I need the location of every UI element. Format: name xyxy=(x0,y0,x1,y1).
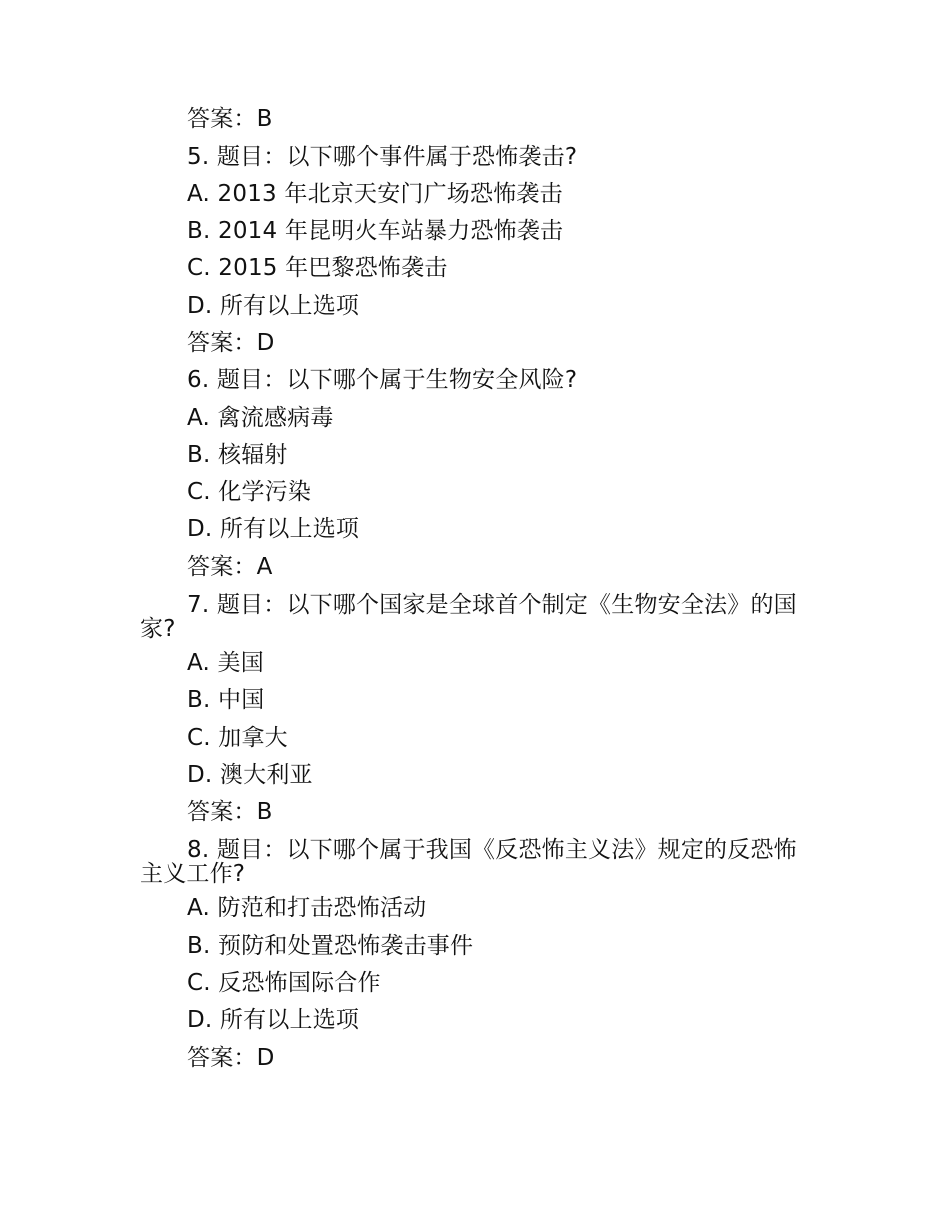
option-line: B. 预防和处置恐怖袭击事件 xyxy=(187,933,474,959)
option-line: D. 所有以上选项 xyxy=(187,293,360,319)
option-line: A. 2013 年北京天安门广场恐怖袭击 xyxy=(187,181,563,207)
question-title: 7. 题目：以下哪个国家是全球首个制定《生物安全法》的国家? xyxy=(140,592,797,642)
option-line: D. 澳大利亚 xyxy=(187,762,313,788)
option-line: A. 防范和打击恐怖活动 xyxy=(187,895,427,921)
answer-line: 答案：D xyxy=(187,330,275,356)
option-line: B. 中国 xyxy=(187,687,265,713)
option-line: A. 禽流感病毒 xyxy=(187,405,334,431)
option-line: C. 加拿大 xyxy=(187,725,288,751)
option-line: C. 2015 年巴黎恐怖袭击 xyxy=(187,255,448,281)
answer-line: 答案：D xyxy=(187,1045,275,1071)
answer-line: 答案：A xyxy=(187,554,273,580)
option-line: D. 所有以上选项 xyxy=(187,1007,360,1033)
answer-line: 答案：B xyxy=(187,799,273,825)
option-line: C. 化学污染 xyxy=(187,479,312,505)
answer-line: 答案：B xyxy=(187,106,273,132)
option-line: D. 所有以上选项 xyxy=(187,516,360,542)
option-line: C. 反恐怖国际合作 xyxy=(187,970,381,996)
option-line: B. 2014 年昆明火车站暴力恐怖袭击 xyxy=(187,218,564,244)
question-title: 5. 题目：以下哪个事件属于恐怖袭击? xyxy=(187,144,578,170)
question-title: 6. 题目：以下哪个属于生物安全风险? xyxy=(187,367,578,393)
option-line: A. 美国 xyxy=(187,650,264,676)
option-line: B. 核辐射 xyxy=(187,442,288,468)
question-title: 8. 题目：以下哪个属于我国《反恐怖主义法》规定的反恐怖主义工作? xyxy=(140,837,797,887)
